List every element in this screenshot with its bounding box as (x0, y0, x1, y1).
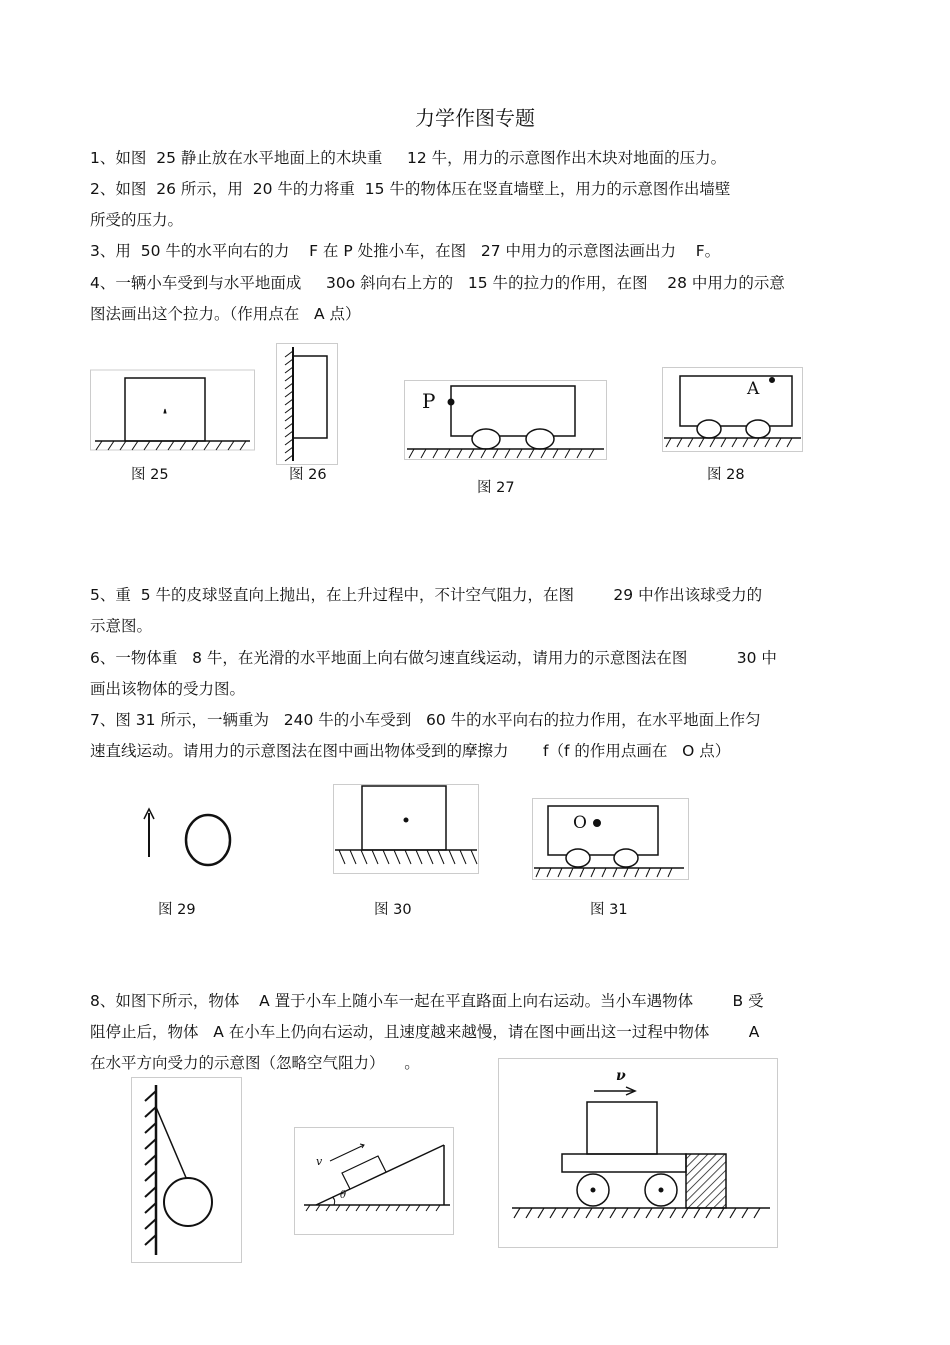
question-8: 8、如图下所示，物体 A 置于小车上随小车一起在平直路面上向右运动。当小车遇物体 B 受 阻停止后，物体 A 在小车上仍向右运动，且速度越来越慢，请在图中画出这一过程中物体 A 在水平方向受力的示意图（忽略空气阻力） 。 (90, 992, 764, 1072)
caption-figure-29: 图 29 (158, 902, 196, 918)
label-point-p: P (422, 389, 436, 413)
question-4: 4、一辆小车受到与水平地面成 30o 斜向右上方的 15 牛的拉力的作用，在图 28 中用力的示意 图法画出这个拉力。（作用点在 A 点） (90, 274, 785, 323)
label-velocity-incline: v (316, 1155, 323, 1168)
caption-figure-30: 图 30 (374, 902, 412, 918)
question-5: 5、重 5 牛的皮球竖直向上抛出，在上升过程中，不计空气阻力，在图 29 中作出该球受力的 示意图。 (90, 586, 763, 635)
label-angle-theta: θ (340, 1190, 347, 1201)
figure-29 (138, 805, 238, 870)
question-2: 2、如图 26 所示，用 20 牛的力将重 15 牛的物体压在竖直墙壁上，用力的示意图作出墙壁 所受的压力。 (90, 180, 731, 229)
label-point-o: O (573, 813, 587, 833)
figure-28 (662, 367, 803, 452)
label-velocity-cart: ν (616, 1068, 626, 1084)
caption-figure-25: 图 25 (131, 467, 169, 483)
caption-figure-26: 图 26 (289, 467, 327, 483)
caption-figure-27: 图 27 (477, 480, 515, 496)
question-6: 6、一物体重 8 牛，在光滑的水平地面上向右做匀速直线运动，请用力的示意图法在图 30 中 画出该物体的受力图。 (90, 649, 777, 698)
question-1: 1、如图 25 静止放在水平地面上的木块重 12 牛，用力的示意图作出木块对地面的压力。 (90, 149, 727, 167)
label-point-a: A (747, 379, 760, 399)
figure-25 (90, 368, 255, 453)
figure-hanging-ball (131, 1077, 242, 1263)
figure-26 (276, 343, 338, 465)
figure-31 (532, 798, 690, 880)
figure-incline (294, 1127, 454, 1235)
question-3: 3、用 50 牛的水平向右的力 F 在 P 处推小车，在图 27 中用力的示意图法画出力 F。 (90, 242, 721, 260)
figure-30 (333, 784, 479, 874)
caption-figure-31: 图 31 (590, 902, 628, 918)
question-7: 7、图 31 所示，一辆重为 240 牛的小车受到 60 牛的水平向右的拉力作用，在水平地面上作匀 速直线运动。请用力的示意图法在图中画出物体受到的摩擦力 f（f 的作用点画在 O 点） (90, 711, 761, 760)
figure-cart-block (498, 1058, 778, 1248)
caption-figure-28: 图 28 (707, 467, 745, 483)
page-title: 力学作图专题 (415, 106, 535, 130)
